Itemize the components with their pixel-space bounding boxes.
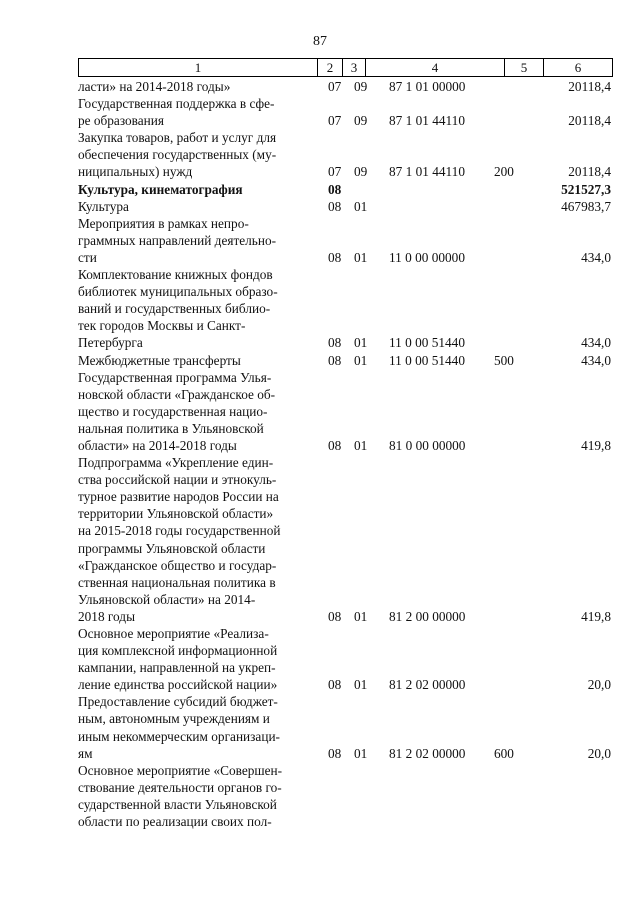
- section-code: 08: [328, 335, 342, 351]
- section-code: 08: [328, 181, 342, 197]
- target-article-code: 11 0 00 51440: [389, 352, 465, 368]
- subsection-code: 01: [354, 198, 368, 214]
- section-code: 07: [328, 113, 342, 129]
- section-code: 08: [328, 608, 342, 624]
- table-row: [78, 78, 611, 95]
- table-row: [78, 762, 611, 830]
- subsection-code: 01: [354, 352, 368, 368]
- amount: 467983,7: [561, 198, 611, 214]
- subsection-code: 01: [354, 249, 368, 265]
- header-col-4: 4: [366, 59, 505, 76]
- table-header: [78, 58, 613, 77]
- section-code: 08: [328, 437, 342, 453]
- row-description: Подпрограмма «Укрепление един- ства российской нации и этнокуль- турное развитие народов России на территории Ульяновской области» на 2015-2018 годы государственной программы Ульяновской области «Гражданское общество и государ- ственная национальная политика в Ульяновской области» на 2014- 2018 годы: [78, 455, 281, 624]
- subsection-code: 01: [354, 745, 368, 761]
- table-row: [78, 266, 611, 351]
- row-description: Закупка товаров, работ и услуг для обеспечения государственных (му- ниципальных) нужд: [78, 130, 277, 180]
- amount: 20118,4: [568, 164, 611, 180]
- header-col-3: 3: [343, 59, 366, 76]
- table-row: [78, 369, 611, 454]
- expense-type-code: 200: [494, 164, 514, 180]
- row-description: Мероприятия в рамках непро- граммных направлений деятельно- сти: [78, 215, 277, 265]
- row-description: Межбюджетные трансферты: [78, 352, 241, 368]
- amount: 419,8: [581, 437, 611, 453]
- subsection-code: 01: [354, 677, 368, 693]
- section-code: 07: [328, 164, 342, 180]
- amount: 419,8: [581, 608, 611, 624]
- table-body: [78, 78, 611, 830]
- section-code: 08: [328, 677, 342, 693]
- section-code: 08: [328, 745, 342, 761]
- target-article-code: 81 2 00 00000: [389, 608, 466, 624]
- row-description: Комплектование книжных фондов библиотек муниципальных образо- ваний и государственных библио- тек городов Москвы и Санкт- Петербурга: [78, 267, 278, 351]
- page-number: 87: [313, 34, 327, 49]
- table-row: [78, 352, 611, 369]
- target-article-code: 87 1 01 44110: [389, 164, 465, 180]
- section-code: 08: [328, 198, 342, 214]
- amount: 20118,4: [568, 79, 611, 94]
- header-col-1: 1: [79, 59, 318, 76]
- row-description: ласти» на 2014-2018 годы»: [78, 79, 231, 94]
- table-row: [78, 198, 611, 215]
- amount: 434,0: [581, 249, 611, 265]
- expense-type-code: 500: [494, 352, 514, 368]
- section-code: 08: [328, 352, 342, 368]
- target-article-code: 81 0 00 00000: [389, 437, 466, 453]
- target-article-code: 81 2 02 00000: [389, 745, 466, 761]
- row-description: Государственная программа Улья- новской области «Гражданское об- щество и государственная нацио- нальная политика в Ульяновской области» на 2014-2018 годы: [78, 369, 276, 453]
- table-row: [78, 693, 611, 761]
- subsection-code: 09: [354, 164, 368, 180]
- amount: 20118,4: [568, 113, 611, 129]
- section-code: 08: [328, 249, 342, 265]
- subsection-code: 09: [354, 79, 368, 94]
- amount: 20,0: [587, 677, 611, 693]
- table-row: [78, 95, 611, 129]
- target-article-code: 87 1 01 44110: [389, 113, 465, 129]
- row-description: Культура, кинематография: [78, 181, 243, 197]
- row-description: Предоставление субсидий бюджет- ным, автономным учреждениям и иным некоммерческим организаци- ям: [78, 694, 280, 761]
- table-row: [78, 625, 611, 693]
- target-article-code: 11 0 00 00000: [389, 249, 465, 265]
- target-article-code: 87 1 01 00000: [389, 79, 466, 94]
- row-description: Культура: [78, 198, 129, 214]
- amount: 20,0: [587, 745, 611, 761]
- table-row: [78, 454, 611, 625]
- table-row: [78, 129, 611, 180]
- subsection-code: 09: [354, 113, 368, 129]
- amount: 434,0: [581, 352, 611, 368]
- target-article-code: 11 0 00 51440: [389, 335, 465, 351]
- header-col-5: 5: [505, 59, 544, 76]
- amount: 434,0: [581, 335, 611, 351]
- expense-type-code: 600: [494, 745, 514, 761]
- table-row: [78, 215, 611, 266]
- subsection-code: 01: [354, 608, 368, 624]
- subsection-code: 01: [354, 437, 368, 453]
- row-description: Основное мероприятие «Совершен- ствование деятельности органов го- сударственной власти Ульяновской области по реализации своих пол-: [78, 762, 283, 830]
- header-col-2: 2: [318, 59, 343, 76]
- header-col-6: 6: [574, 60, 582, 75]
- subsection-code: 01: [354, 335, 368, 351]
- row-description: Государственная поддержка в сфе- ре образования: [78, 96, 275, 129]
- table-row: [78, 181, 611, 198]
- section-code: 07: [328, 79, 342, 94]
- target-article-code: 81 2 02 00000: [389, 677, 466, 693]
- amount: 521527,3: [561, 181, 611, 197]
- row-description: Основное мероприятие «Реализа- ция комплексной информационной кампании, направленной на укреп- ление единства российской нации»: [78, 626, 278, 693]
